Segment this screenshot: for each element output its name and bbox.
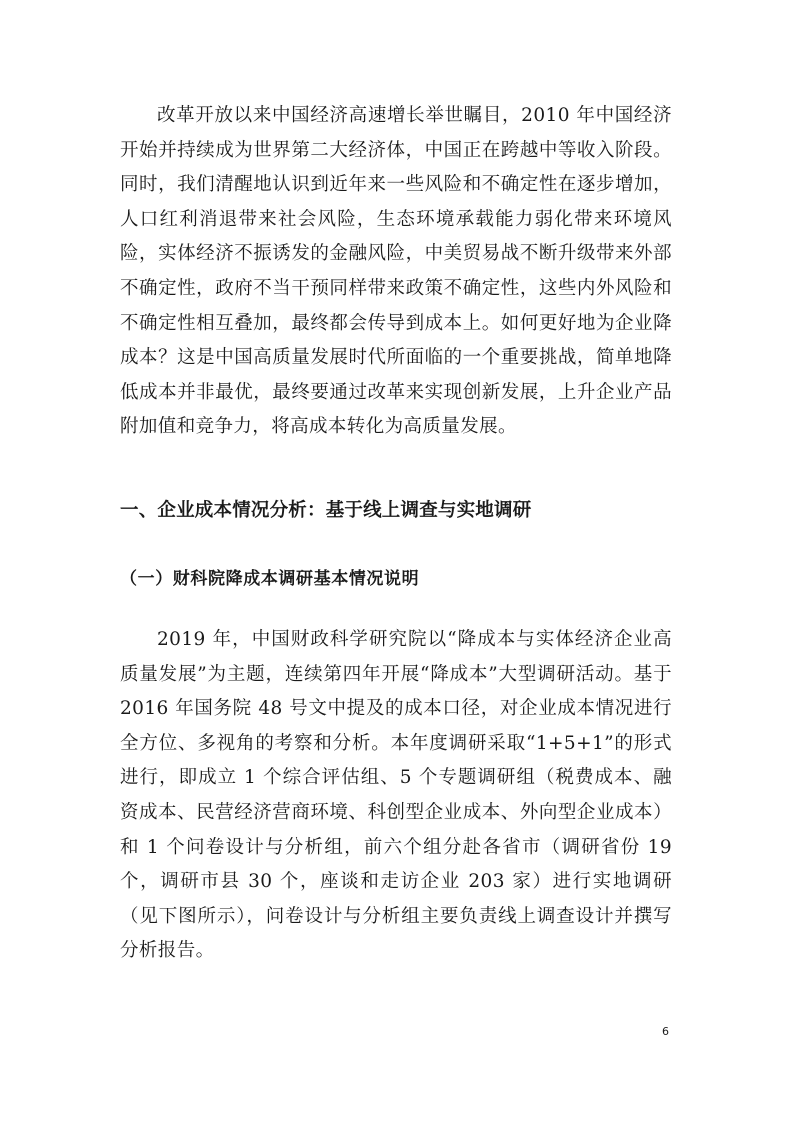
survey-paragraph: 2019 年，中国财政科学研究院以“降成本与实体经济企业高质量发展”为主题，连续第四年开展“降成本”大型调研活动。基于 2016 年国务院 48 号文中提及的成本口径，对企业成本情况进行全方位、多视角的考察和分析。本年度调研采取“1+5+1”的形式进行，即成立 1 个综合评估组、5 个专题调研组（税费成本、融资成本、民营经济营商环境、科创型企业成本、外向型企业成本）和 1 个问卷设计与分析组，前六个组分赴各省市（调研省份 19 个，调研市县 30 个，座谈和走访企业 203 家）进行实地调研（见下图所示），问卷设计与分析组主要负责线上调查设计并撰写分析报告。 <box>120 629 672 962</box>
subsection-heading: （一）财科院降成本调研基本情况说明 <box>120 569 420 589</box>
intro-paragraph: 改革开放以来中国经济高速增长举世瞩目，2010 年中国经济开始并持续成为世界第二大经济体，中国正在跨越中等收入阶段。同时，我们清醒地认识到近年来一些风险和不确定性在逐步增加，人口红利消退带来社会风险，生态环境承载能力弱化带来环境风险，实体经济不振诱发的金融风险，中美贸易战不断升级带来外部不确定性，政府不当干预同样带来政策不确定性，这些内外风险和不确定性相互叠加，最终都会传导到成本上。如何更好地为企业降成本？这是中国高质量发展时代所面临的一个重要挑战，简单地降低成本并非最优，最终要通过改革来实现创新发展，上升企业产品附加值和竞争力，将高成本转化为高质量发展。 <box>120 105 672 438</box>
section-heading: 一、企业成本情况分析：基于线上调查与实地调研 <box>120 500 532 521</box>
page-number: 6 <box>662 1025 669 1038</box>
